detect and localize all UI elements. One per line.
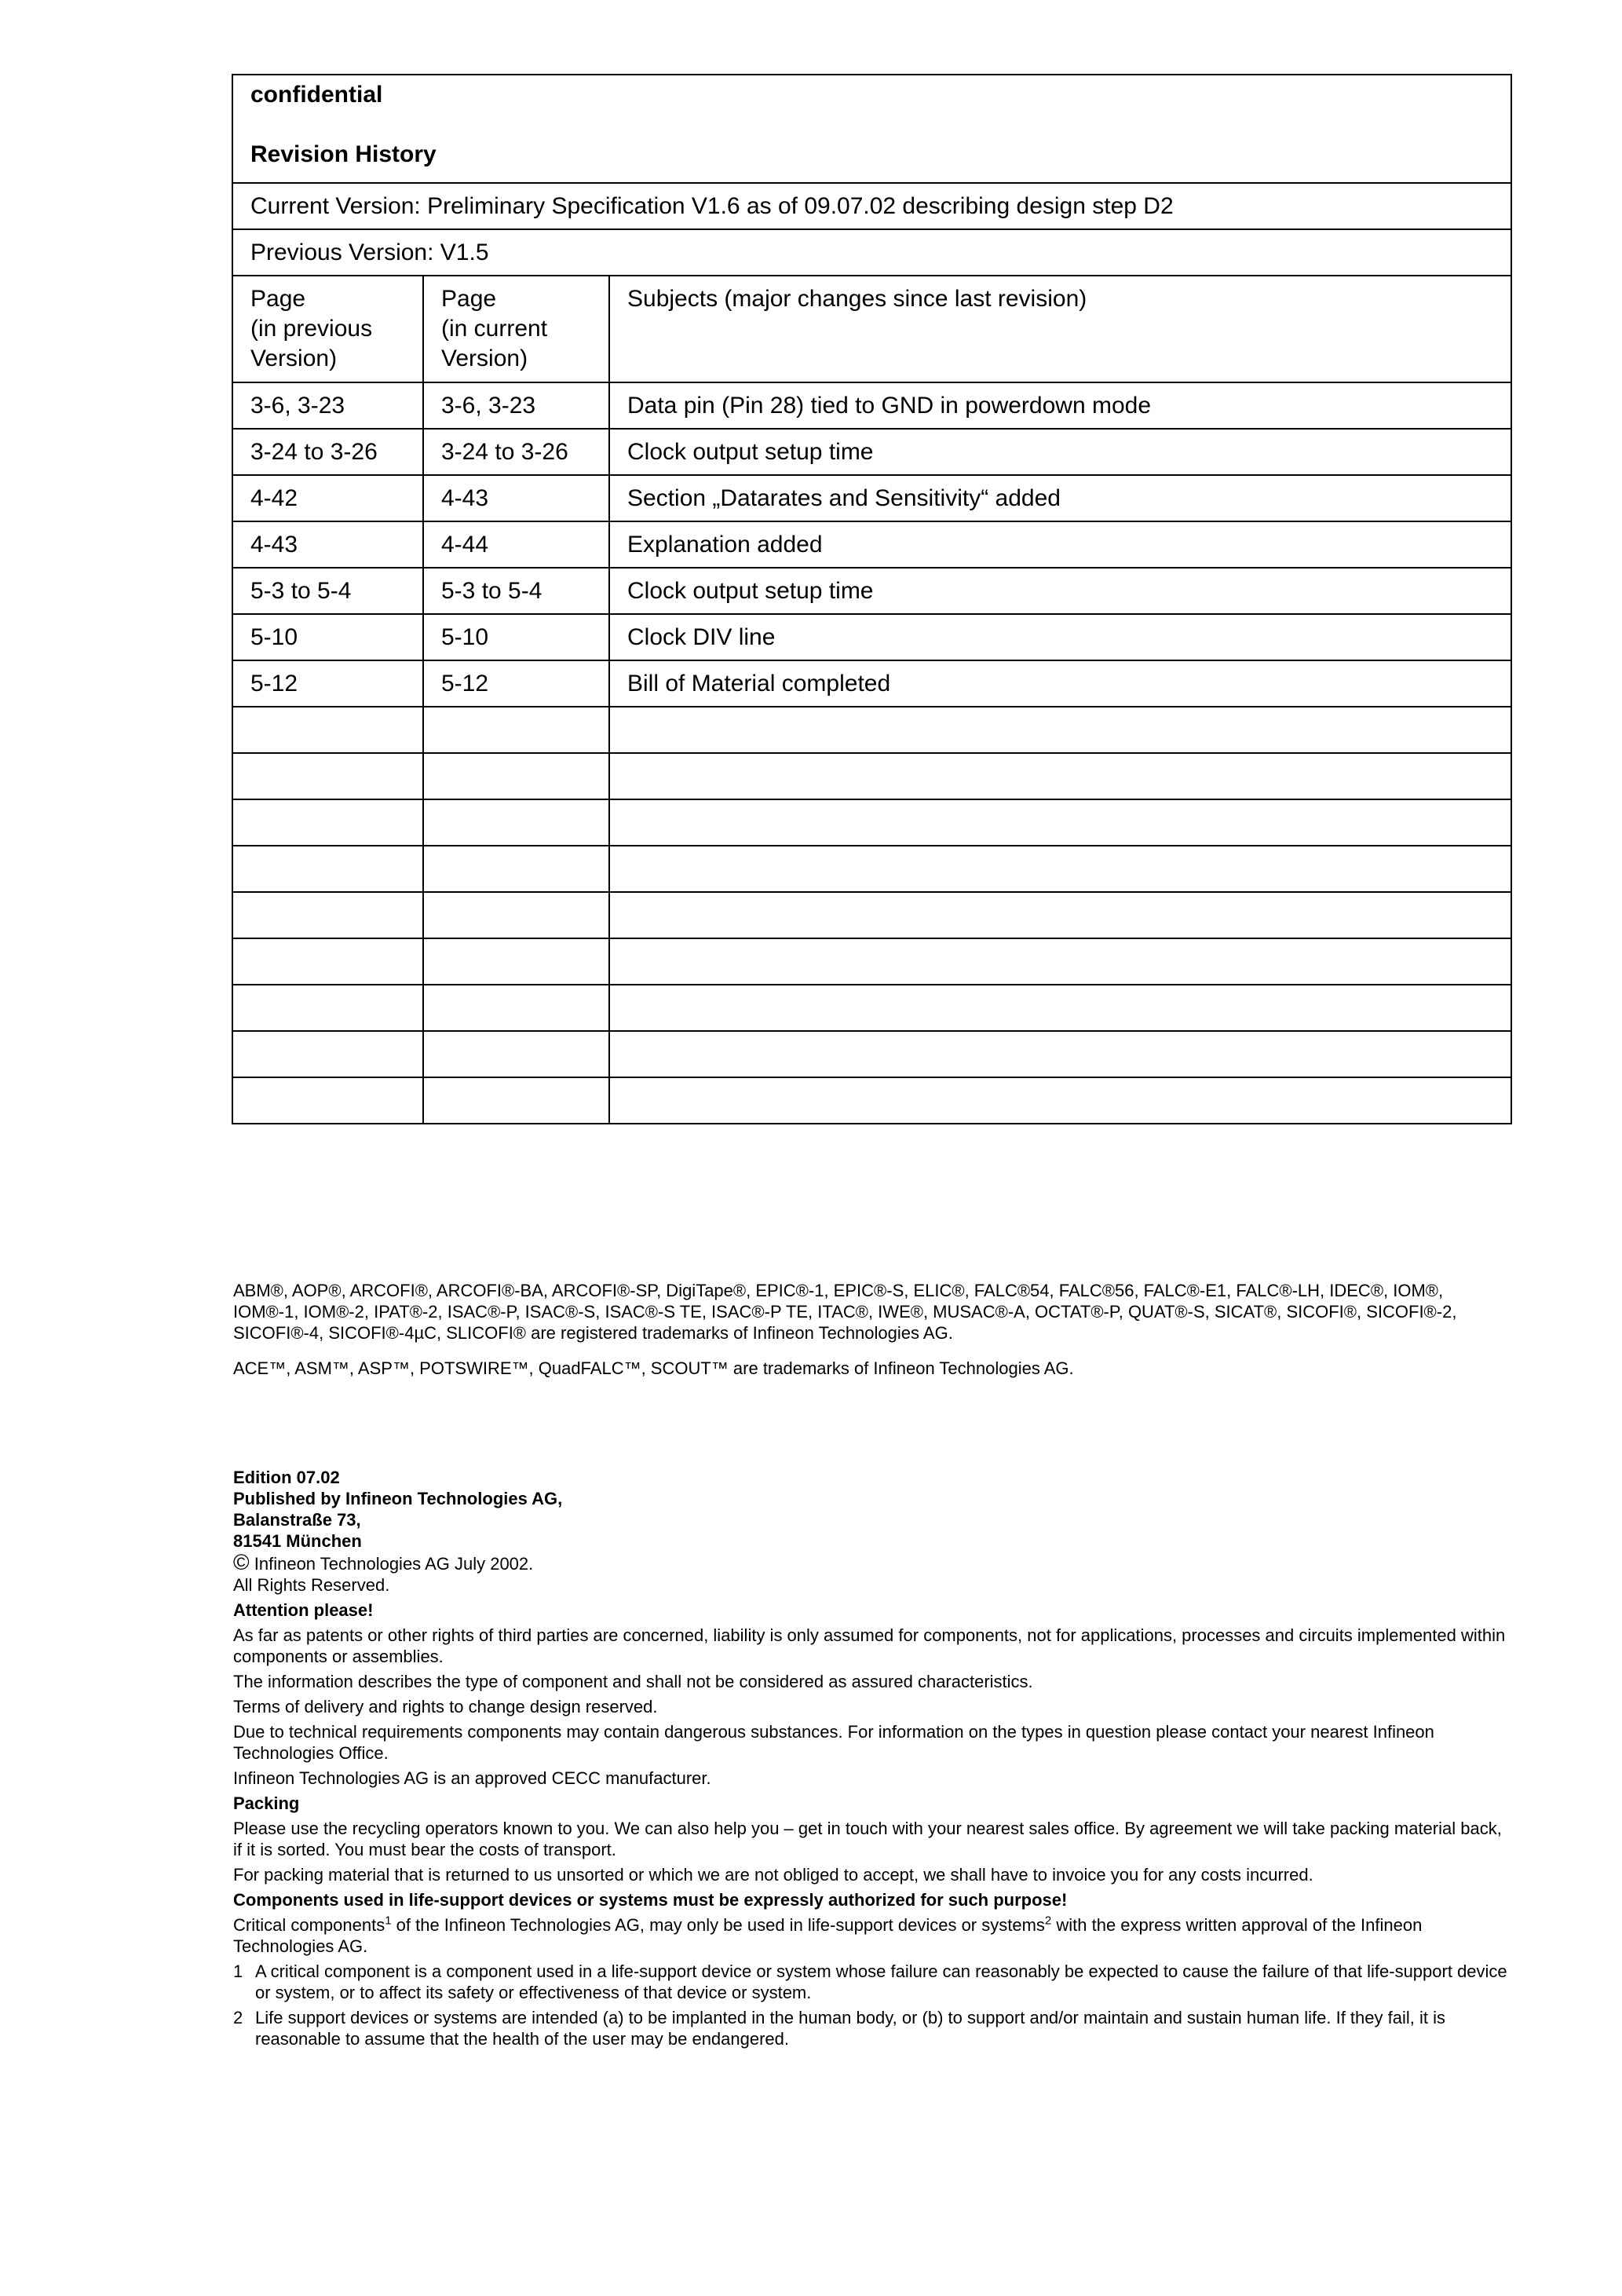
footnote-2 [233, 2007, 1513, 2049]
footnote-number: 1 [233, 1961, 243, 1981]
table-row [232, 614, 1511, 660]
cell-subj [609, 568, 1511, 614]
col-header-prev-text: Page (in previous Version) [250, 286, 373, 371]
empty-row [232, 1077, 1511, 1124]
previous-version-cell [232, 229, 1511, 276]
cell-text: 3-6, 3-23 [441, 393, 536, 419]
copyright-line [233, 1552, 1513, 1574]
cell-prev [232, 521, 423, 568]
footnote-ref: 1 [385, 1914, 392, 1928]
cell-subj [609, 475, 1511, 521]
packing-heading: Packing [233, 1793, 300, 1813]
text-span: Critical components [233, 1915, 385, 1935]
table-row [232, 521, 1511, 568]
revision-history-table [232, 74, 1512, 1124]
cell-prev [232, 475, 423, 521]
imprint-section [233, 1467, 1513, 2053]
footnote-ref: 2 [1044, 1914, 1052, 1928]
cell-text: Bill of Material completed [627, 671, 891, 696]
col-header-prev [232, 276, 423, 382]
packing-paragraph: Please use the recycling operators known to you. We can also help you – get in touch with your nearest sales office. By agreement we will take packing material back, if it is sorted. You must bear the costs of transport. [233, 1819, 1502, 1859]
cell-text: 3-24 to 3-26 [250, 439, 378, 465]
cell-curr [423, 429, 609, 475]
empty-row [232, 753, 1511, 799]
cell-text: 5-3 to 5-4 [250, 578, 352, 604]
cell-prev [232, 614, 423, 660]
cell-text: 4-42 [250, 485, 298, 511]
cell-curr [423, 568, 609, 614]
cell-text: 5-12 [441, 671, 489, 696]
cell-curr [423, 660, 609, 707]
footnote-text: A critical component is a component used in a life-support device or system whose failure can reasonably be expected to cause the failure of that life-support device or system, or to affect its safety or effectiveness of that device or system. [255, 1961, 1507, 2002]
empty-row [232, 985, 1511, 1031]
table-row [232, 429, 1511, 475]
empty-row [232, 846, 1511, 892]
table-row [232, 568, 1511, 614]
cell-curr [423, 614, 609, 660]
table-title: Revision History [250, 141, 437, 167]
publisher-city: 81541 München [233, 1531, 362, 1551]
confidential-label: confidential [250, 82, 383, 108]
col-header-curr-text: Page (in current Version) [441, 286, 548, 371]
table-row [232, 475, 1511, 521]
cell-subj [609, 614, 1511, 660]
cell-curr [423, 382, 609, 429]
cell-text: Section „Datarates and Sensitivity“ added [627, 485, 1061, 511]
cell-text: 4-44 [441, 532, 489, 558]
cell-text: 4-43 [441, 485, 489, 511]
trademarks: ACE™, ASM™, ASP™, POTSWIRE™, QuadFALC™, SCOUT™ are trademarks of Infineon Technologies AG. [233, 1358, 1074, 1378]
cell-prev [232, 429, 423, 475]
cell-prev [232, 382, 423, 429]
attention-paragraph: Infineon Technologies AG is an approved CECC manufacturer. [233, 1768, 711, 1788]
previous-version-text: Previous Version: V1.5 [250, 239, 489, 265]
edition: Edition 07.02 [233, 1468, 340, 1487]
cell-text: Data pin (Pin 28) tied to GND in powerdown mode [627, 393, 1152, 419]
cell-text: 3-24 to 3-26 [441, 439, 568, 465]
cell-text: Clock output setup time [627, 439, 874, 465]
trademarks-section [233, 1280, 1513, 1379]
cell-text: Explanation added [627, 532, 823, 558]
life-support-heading: Components used in life-support devices or systems must be expressly authorized for such purpose! [233, 1890, 1068, 1910]
table-header-cell [232, 75, 1511, 183]
text-span: of the Infineon Technologies AG, may only be used in life-support devices or systems [391, 1915, 1045, 1935]
current-version-text: Current Version: Preliminary Specification V1.6 as of 09.07.02 describing design step D2 [250, 193, 1174, 219]
empty-row [232, 799, 1511, 846]
empty-row [232, 892, 1511, 938]
col-header-curr [423, 276, 609, 382]
cell-text: 4-43 [250, 532, 298, 558]
cell-text: 5-3 to 5-4 [441, 578, 542, 604]
cell-text: 5-12 [250, 671, 298, 696]
attention-paragraph: The information describes the type of component and shall not be considered as assured characteristics. [233, 1672, 1033, 1691]
rights-reserved: All Rights Reserved. [233, 1575, 390, 1595]
empty-row [232, 707, 1511, 753]
table-row [232, 660, 1511, 707]
col-header-subj-text: Subjects (major changes since last revision) [627, 286, 1087, 312]
cell-text: Clock DIV line [627, 624, 776, 650]
attention-heading: Attention please! [233, 1600, 374, 1620]
current-version-cell [232, 183, 1511, 229]
empty-row [232, 1031, 1511, 1077]
cell-subj [609, 660, 1511, 707]
col-header-subj [609, 276, 1511, 382]
copyright-icon: © [233, 1550, 250, 1574]
cell-text: Clock output setup time [627, 578, 874, 604]
packing-paragraph: For packing material that is returned to us unsorted or which we are not obliged to accept, we shall have to invoice you for any costs incurred. [233, 1865, 1313, 1885]
empty-row [232, 938, 1511, 985]
footnote-1 [233, 1961, 1513, 2003]
publisher-street: Balanstraße 73, [233, 1510, 361, 1530]
table-row [232, 382, 1511, 429]
cell-curr [423, 475, 609, 521]
critical-components-paragraph [233, 1914, 1513, 1957]
attention-paragraph: As far as patents or other rights of third parties are concerned, liability is only assumed for components, not for applications, processes and circuits implemented within components or assemblies. [233, 1625, 1506, 1666]
cell-prev [232, 568, 423, 614]
copyright-text: Infineon Technologies AG July 2002. [249, 1554, 534, 1574]
registered-trademarks: ABM®, AOP®, ARCOFI®, ARCOFI®-BA, ARCOFI®-SP, DigiTape®, EPIC®-1, EPIC®-S, ELIC®, FALC®54, FALC®56, FALC®-E1, FALC®-LH, IDEC®, IOM®, IOM®-1, IOM®-2, IPAT®-2, ISAC®-P, ISAC®-S, ISAC®-S TE, ISAC®-P TE, ITAC®, IWE®, MUSAC®-A, OCTAT®-P, QUAT®-S, SICAT®, SICOFI®, SICOFI®-2, SICOFI®-4, SICOFI®-4µC, SLICOFI® are registered trademarks of Infineon Technologies AG. [233, 1281, 1457, 1343]
cell-subj [609, 382, 1511, 429]
cell-prev [232, 660, 423, 707]
attention-paragraph: Due to technical requirements components may contain dangerous substances. For information on the types in question please contact your nearest Infineon Technologies Office. [233, 1722, 1434, 1763]
attention-paragraph: Terms of delivery and rights to change design reserved. [233, 1697, 658, 1717]
cell-subj [609, 429, 1511, 475]
cell-curr [423, 521, 609, 568]
cell-text: 5-10 [250, 624, 298, 650]
text-span: with the express written approval of the Infineon Technologies AG. [233, 1915, 1423, 1956]
publisher: Published by Infineon Technologies AG, [233, 1489, 563, 1508]
cell-subj [609, 521, 1511, 568]
footnote-number: 2 [233, 2008, 243, 2027]
cell-text: 3-6, 3-23 [250, 393, 345, 419]
footnote-text: Life support devices or systems are intended (a) to be implanted in the human body, or (b) to support and/or maintain and sustain human life. If they fail, it is reasonable to assume that the health of the user may be endangered. [255, 2008, 1445, 2049]
cell-text: 5-10 [441, 624, 489, 650]
